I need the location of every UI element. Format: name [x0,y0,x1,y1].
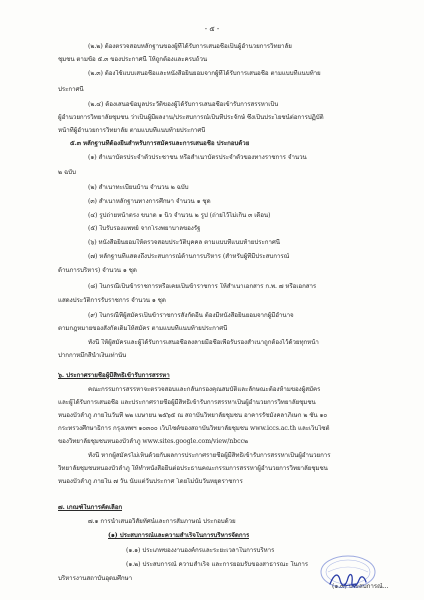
text-line: (๒.๒) ต้องตรวจสอบหลักฐานของผู้ที่ได้รับการเสนอชื่อเป็นผู้อำนวยการวิทยาลัย [88,43,292,50]
text-line: และผู้ได้รับการเสนอชื่อ และประกาศรายชื่อผู้มีสิทธิ์เข้ารับการสรรหาเป็นผู้อำนวยการวิทยาลัยชุมชน [58,399,316,406]
text-line: (๕) ใบรับรองแพทย์ จากโรงพยาบาลของรัฐ [88,225,201,232]
text-line: (๙) ในกรณีที่ผู้สมัครเป็นข้าราชการสังกัดอื่น ต้องมีหนังสือยินยอมจากผู้มีอำนาจ [88,312,294,319]
text-line: หนองบัวลำภู ภายในวันที่ ๒๒ เมษายน ๒๕๖๕ ณ สถาบันวิทยาลัยชุมชน อาคารรัชมังคลาภิเษก ๒ ชั้น ๑๐ [58,412,328,419]
text-line: ๒ ฉบับ [58,169,76,176]
text-line: หน้าที่ผู้อำนวยการวิทยาลัย ตามแบบที่แนบท้ายประกาศนี้ [58,127,206,134]
text-line: (๑.๑) ประเภทของงานองค์กรและระยะเวลาในการบริหาร [126,547,275,554]
text-line: (๖) หนังสือยินยอมให้ตรวจสอบประวัติบุคคล ตามแบบที่แนบท้ายประกาศนี้ [88,239,280,246]
page-number: - ๕ - [204,25,220,33]
text-line: ทั้งนี้ ให้ผู้สมัครและผู้ได้รับการเสนอชื่อลงลายมือชื่อเพื่อรับรองสำเนาถูกต้องไว้ด้วยทุกหน้า [88,339,319,346]
text-line: (๒.๔) ต้องเสนอข้อมูลประวัติของผู้ได้รับการเสนอชื่อเข้ารับการสรรหาเป็น [88,101,279,108]
text-line: ทั้งนี้ หากผู้สมัครไม่เห็นด้วยกับผลการประกาศรายชื่อผู้มีสิทธิ์เข้ารับการสรรหาเป็นผู้อำนวยการ [88,452,331,459]
text-line: แสดงประวัติการรับราชการ จำนวน ๑ ชุด [58,297,166,304]
text-line: (๘) ในกรณีเป็นข้าราชการหรือเคยเป็นข้าราชการ ให้สำเนาเอกสาร ก.พ. ๗ หรือเอกสาร [88,283,317,290]
text-line: ปากกาหมึกสีน้ำเงินเท่านั้น [58,352,127,359]
text-line: ผู้อำนวยการวิทยาลัยชุมชน ว่าเป็นผู้มีผลงาน/ประสบการณ์เป็นที่ประจักษ์ ซึ่งเป็นประโยชน์ต่อการปฏิบัติ [58,114,324,121]
text-line: ประกาศนี้ [58,86,84,93]
text-line: บริหารงานสถาบันอุดมศึกษา [58,575,133,582]
text-line: ๗.๑ การนำเสนอวิสัยทัศน์และการสัมภาษณ์ ประกอบด้วย [88,518,236,525]
text-line: (๑.๓) ประสบการณ์... [332,583,389,590]
text-line: (๑.๒) ประสบการณ์ ความสำเร็จ และการยอมรับของสาธารณะ ในการ [126,561,309,568]
text-line: (๔) รูปถ่ายหน้าตรง ขนาด ๑ นิ้ว จำนวน ๒ รูป (ถ่ายไว้ไม่เกิน ๓ เดือน) [88,212,271,219]
subsection-heading: (๑) ประสบการณ์และความสำเร็จในการบริหารจัดการ [108,532,250,539]
text-line: วิทยาลัยชุมชนหนองบัวลำภู ให้ทำหนังสือยื่นต่อประธานคณะกรรมการสรรหาผู้อำนวยการวิทยาลัยชุมชน [58,465,328,472]
text-line: (๑) สำเนาบัตรประจำตัวประชาชน หรือสำเนาบัตรประจำตัวของทางราชการ จำนวน [88,154,307,161]
section-heading: ๖. ประกาศรายชื่อผู้มีสิทธิ์เข้ารับการสรรหา [58,372,170,379]
text-line: ของวิทยาลัยชุมชนหนองบัวลำภู www.sites.google.com/view/nbcc๒ [58,438,249,445]
handwritten-signature-icon [326,566,370,594]
section-heading: ๗. เกณฑ์ในการคัดเลือก [58,504,123,511]
text-line: ตามกฎหมายของสังกัดเดิมให้สมัคร ตามแบบที่แนบท้ายประกาศนี้ [58,325,228,332]
text-line: กระทรวงศึกษาธิการ กรุงเทพฯ ๑๐๓๐๐ เว็บไซต์ของสถาบันวิทยาลัยชุมชน www.iccs.ac.th และเว็บไซต์ [58,425,330,432]
text-line: หนองบัวลำภู ภายใน ๗ วัน นับแต่วันประกาศ โดยไม่นับวันหยุดราชการ [58,478,243,485]
text-line: (๒.๓) ต้องใช้แบบเสนอชื่อและหนังสือยินยอมจากผู้ที่ได้รับการเสนอชื่อ ตามแบบที่แนบท้าย [88,70,321,77]
text-line: ชุมชน ตามข้อ ๕.๓ ของประกาศนี้ ให้ถูกต้องและครบถ้วน [58,56,208,63]
text-line: (๗) หลักฐานที่แสดงถึงประสบการณ์ด้านการบริหาร (สำหรับผู้ที่มีประสบการณ์ [88,253,290,260]
text-line: (๓) สำเนาหลักฐานทางการศึกษา จำนวน ๑ ชุด [88,198,211,205]
text-line: (๒) สำเนาทะเบียนบ้าน จำนวน ๒ ฉบับ [88,184,189,191]
text-line: ด้านการบริหาร) จำนวน ๑ ชุด [58,267,137,274]
text-line: คณะกรรมการสรรหาจะตรวจสอบและกลั่นกรองคุณสมบัติและลักษณะต้องห้ามของผู้สมัคร [88,386,321,393]
section-heading: ๕.๓ หลักฐานที่ต้องยื่นสำหรับการสมัครและการเสนอชื่อ ประกอบด้วย [70,140,250,147]
